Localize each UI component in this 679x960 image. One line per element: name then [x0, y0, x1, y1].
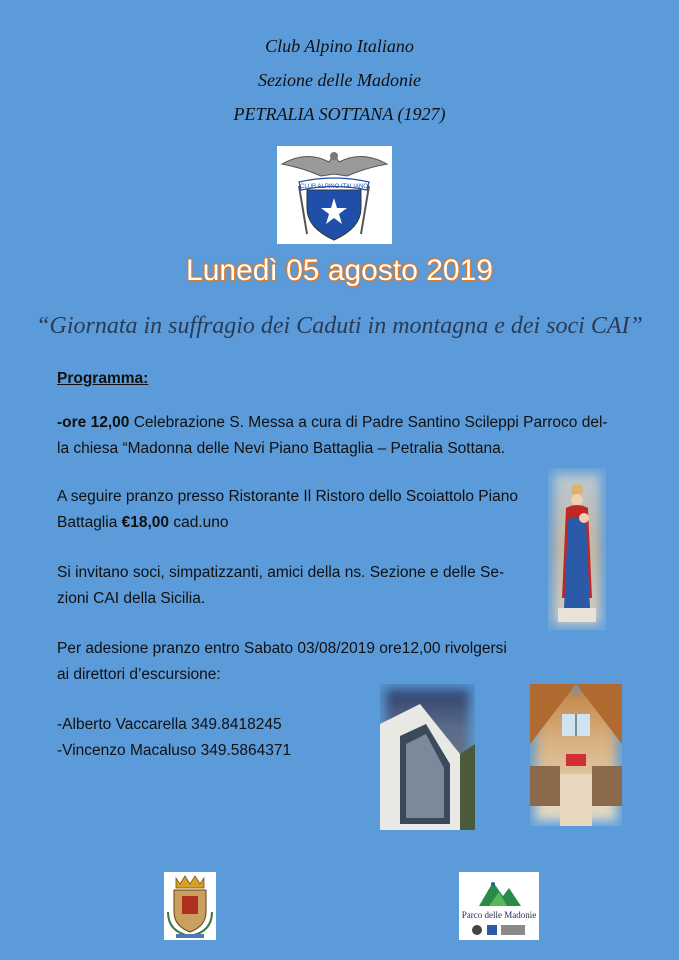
cai-eagle-shield-icon	[277, 146, 392, 244]
event-subtitle: “Giornata in suffragio dei Caduti in montagna e dei soci CAI”	[36, 313, 643, 339]
parco-madonie-logo	[459, 872, 539, 940]
mountains-icon	[459, 872, 539, 912]
cai-logo	[277, 146, 392, 244]
program-paragraph-lunch	[57, 484, 518, 536]
section-town: PETRALIA SOTTANA (1927)	[233, 104, 446, 124]
church-interior-photo	[530, 684, 622, 826]
coat-of-arms-icon	[164, 872, 216, 940]
mass-time: -ore 12,00	[57, 414, 130, 431]
partner-badges-icon	[459, 922, 539, 938]
church-exterior-photo	[380, 684, 475, 830]
section-name: Sezione delle Madonie	[258, 70, 421, 90]
contacts	[57, 712, 291, 764]
church-nave-icon	[530, 684, 622, 826]
church-building-icon	[380, 684, 475, 830]
contact-macaluso: -Vincenzo Macaluso 349.5864371	[57, 742, 292, 759]
mass-text-line2: la chiesa “Madonna delle Nevi Piano Battaglia – Petralia Sottana.	[57, 440, 506, 457]
lunch-line2b: cad.uno	[169, 514, 229, 531]
logo-ribbon-text: CLUB ALPINO ITALIANO	[300, 184, 368, 190]
invite-line1: Si invitano soci, simpatizzanti, amici della ns. Sezione e delle Se-	[57, 564, 505, 581]
statue-figure-icon	[548, 468, 606, 630]
mass-text: Celebrazione S. Messa a cura di Padre Santino Scileppi Parroco del-	[129, 414, 608, 431]
invite-line2: zioni CAI della Sicilia.	[57, 590, 206, 607]
booking-line2: ai direttori d’escursione:	[57, 666, 221, 683]
booking-line1: Per adesione pranzo entro Sabato 03/08/2019 ore12,00 rivolgersi	[57, 640, 507, 657]
event-date-title: Lunedì 05 agosto 2019	[186, 254, 493, 287]
lunch-line2a: Battaglia	[57, 514, 122, 531]
lunch-price: €18,00	[121, 514, 170, 531]
program-paragraph-booking	[57, 636, 507, 688]
madonna-statue-photo	[548, 468, 606, 630]
park-label: Parco delle Madonie	[461, 910, 537, 920]
club-name: Club Alpino Italiano	[265, 36, 414, 56]
program-label: Programma:	[57, 370, 149, 387]
program-paragraph-invite	[57, 560, 504, 612]
contact-vaccarella: -Alberto Vaccarella 349.8418245	[57, 716, 282, 733]
lunch-line1: A seguire pranzo presso Ristorante Il Ristoro dello Scoiattolo Piano	[57, 488, 518, 505]
petralia-coat-of-arms	[164, 872, 216, 940]
program-paragraph-mass	[57, 410, 608, 462]
